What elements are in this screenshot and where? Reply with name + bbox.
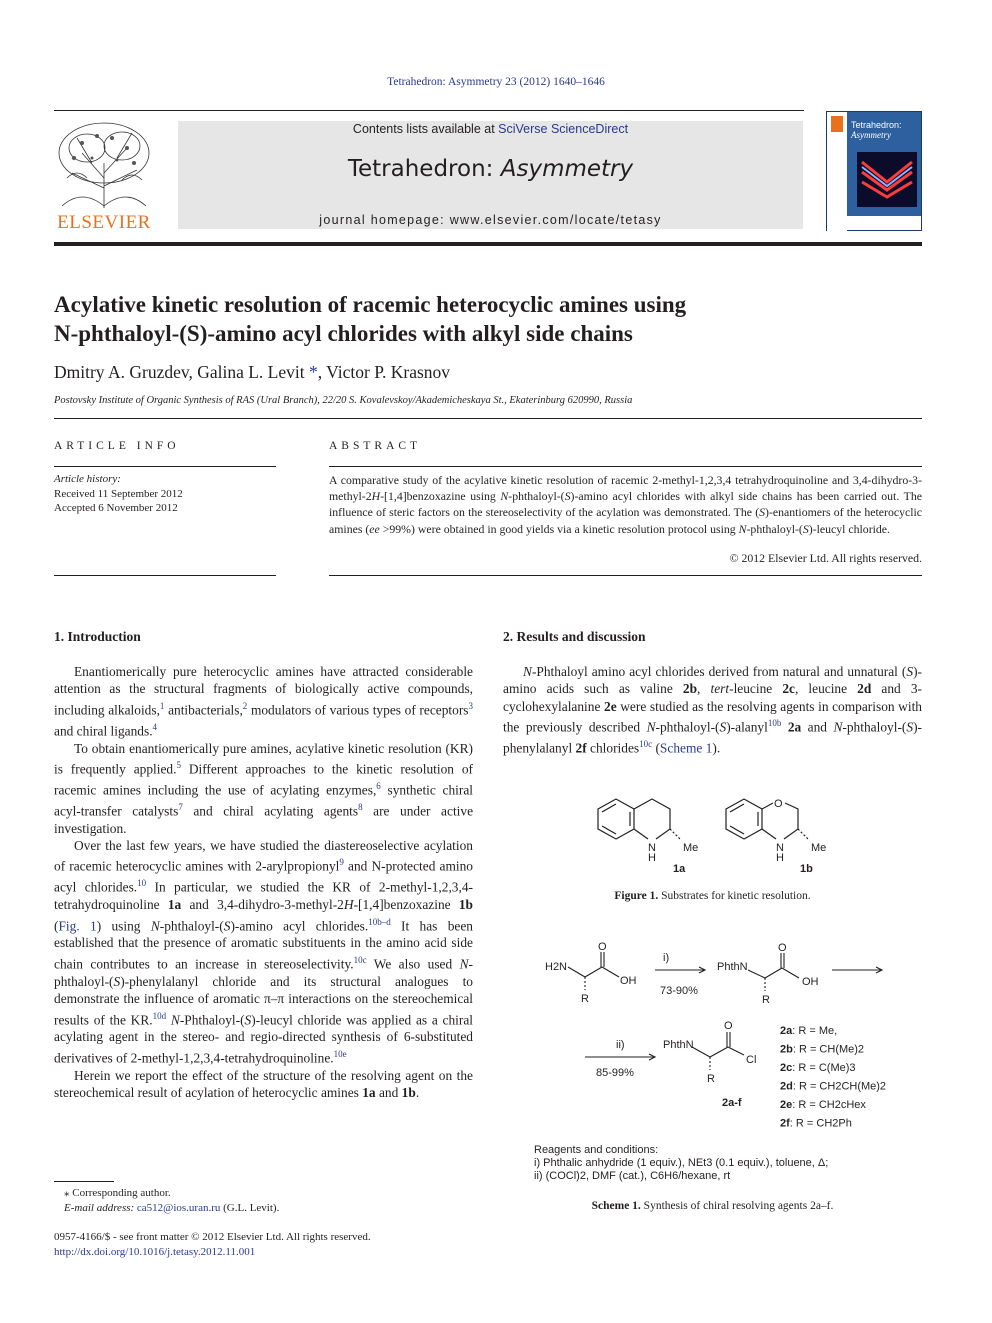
header-thick-rule [54,242,922,246]
contents-prefix: Contents lists available at [352,122,499,136]
journal-name-plain: Tetrahedron: [347,156,501,182]
affiliation-rule [54,418,922,419]
scheme-yield-1: 73-90% [660,985,698,997]
journal-homepage[interactable]: journal homepage: www.elsevier.com/locate/tetasy [319,213,662,227]
scheme-1-caption-text: Synthesis of chiral resolving agents 2a–f. [640,1200,834,1212]
abstract-copyright: © 2012 Elsevier Ltd. All rights reserved. [729,551,922,565]
fig1-n-1b: N [776,842,784,854]
title-line-2: N-phthaloyl-(S)-amino acyl chlorides with alkyl side chains [54,321,633,346]
scheme-yield-2: 85-99% [596,1067,634,1079]
scheme-oh-1: OH [620,975,637,987]
corresponding-author-mark[interactable]: * [308,362,318,382]
history-label: Article history: [54,473,121,485]
cover-subtitle: Asymmetry [851,130,891,140]
fig1-h-1a: H [648,852,656,864]
email-note [54,1201,473,1216]
authors-first: Dmitry A. Gruzdev, Galina L. Levit [54,362,305,382]
results-body [503,663,922,757]
scheme-o-1: O [598,941,607,953]
figure-1-caption [503,890,922,902]
scheme-oh-2: OH [802,976,819,988]
fig1-me-1a: Me [683,842,699,854]
reagents-title: Reagents and conditions: [534,1144,659,1156]
r-group-2e: 2e: R = CH2cHex [780,1099,866,1111]
abstract-heading: ABSTRACT [329,440,422,452]
intro-paragraph-3: Over the last few years, we have studied the diastereoselective acylation of racemic heterocyclic amines with 2-arylpropionyl$^9$ and N-protected amino acyl chlorides.$^{10}$ In particular, we studied the KR of 2-methyl-1,2,3,4-tetrahydroquinoline 1a and 3,4-dihydro-3-methyl-2H-[1,4]benzoxazine 1b (Fig. 1) using N-phthaloyl-(S)-amino acyl chlorides.$^{10b-d}$ It has been established that the presence of aromatic substituents in the amino acid side chain contributes to an increase in stereoselectivity.$^{10c}$ We also used N-phthaloyl-(S)-phenylalanyl chloride and its structural analogues to demonstrate the influence of aromatic π–π interactions on the stereochemical results of the KR.$^{10d}$ N-Phthaloyl-(S)-leucyl chloride was applied as a chiral acylating agent in the stereo- and regio-directed synthesis of 6-substituted derivatives of 2-methyl-1,2,3,4-tetrahydroquinoline.$^{10e}$ [54,838,474,1066]
elsevier-wordmark: ELSEVIER [57,212,151,233]
scheme-phthn-2: PhthN [663,1039,694,1051]
article-info-rule-bottom [54,575,276,576]
scheme-step-2: ii) [616,1039,625,1051]
affiliation: Postovsky Institute of Organic Synthesis of RAS (Ural Branch), 22/20 S. Kovalevskoy/Akademicheskaya St., Ekaterinburg 620990, Russia [54,395,633,406]
figure-1-caption-text: Substrates for kinetic resolution. [658,890,811,902]
r-group-2d: 2d: R = CH2CH(Me)2 [780,1080,887,1093]
article-info-heading: ARTICLE INFO [54,440,180,452]
header-rule [54,110,804,111]
introduction-body [54,663,473,1102]
fig1-me-1b: Me [811,842,827,854]
accepted-date: Accepted 6 November 2012 [54,502,178,514]
journal-name-italic: Asymmetry [500,156,634,182]
scheme-1-reaction [530,940,922,1130]
r-group-2b: 2b: R = CH(Me)2 [780,1043,865,1056]
contents-line [178,122,803,136]
scheme-cl: Cl [746,1054,757,1066]
email-label: E-mail address: [64,1201,137,1214]
reagents-conditions [534,1144,914,1183]
scheme-r-1: R [581,993,589,1005]
reagents-step-ii: ii) (COCl)2, DMF (cat.), C6H6/hexane, rt [534,1170,731,1182]
scheme-r-2: R [762,994,770,1006]
abstract-rule-bottom [329,575,922,576]
cover-art [857,152,917,207]
issn-line: 0957-4166/$ - see front matter © 2012 Elsevier Ltd. All rights reserved. [54,1231,371,1243]
results-paragraph-1: N-Phthaloyl amino acyl chlorides derived from natural and unnatural (S)-amino acids such as valine 2b, tert-leucine 2c, leucine 2d and 3-cyclohexylalanine 2e were studied as the resolving agents in comparison with the previously described N-phthaloyl-(S)-alanyl$^{10b}$ 2a and N-phthaloyl-(S)-phenylalanyl 2f chlorides$^{10c}$ (Scheme 1). [503,664,923,756]
r-group-2a: 2a: R = Me, [780,1025,838,1037]
authors-last: , Victor P. Krasnov [317,362,451,382]
fig1-h-1b: H [776,852,784,864]
scheme-o-3: O [724,1020,733,1032]
results-heading: 2. Results and discussion [503,629,646,644]
scheme-1-label: Scheme 1. [591,1200,641,1212]
r-group-2c: 2c: R = C(Me)3 [780,1062,856,1074]
intro-paragraph-4: Herein we report the effect of the structure of the resolving agent on the stereochemical result of acylation of heterocyclic amines 1a and 1b. [54,1067,473,1101]
fig1-label-1a: 1a [673,863,686,875]
email-link[interactable]: ca512@ios.uran.ru [136,1201,221,1214]
footnote-rule [54,1181,114,1182]
fig1-n-1a: N [648,842,656,854]
article-info-rule-top [54,466,276,467]
footnotes [54,1186,473,1215]
intro-paragraph-1: Enantiomerically pure heterocyclic amines have attracted considerable attention as the structural fragments of biologically active compounds, including alkaloids,$^1$ antibacterials,$^2$ modulators of various types of receptors$^3$ and chiral ligands.$^4$ [54,664,473,739]
journal-name [178,156,803,182]
received-date: Received 11 September 2012 [54,487,183,500]
scheme-o-2: O [778,942,787,954]
scheme-phthn-1: PhthN [717,961,748,973]
corresponding-author-note: ⁎ Corresponding author. [64,1187,171,1199]
scheme-r-3: R [707,1073,715,1085]
front-matter [54,1230,473,1259]
author-list [54,362,450,383]
doi-link[interactable]: http://dx.doi.org/10.1016/j.tetasy.2012.11.001 [54,1245,256,1258]
abstract-rule-top [329,466,922,467]
fig1-label-1b: 1b [800,863,813,875]
journal-cover [826,111,922,231]
fig1-o-1b: O [774,798,783,810]
intro-paragraph-2: To obtain enantiomerically pure amines, acylative kinetic resolution (KR) is frequently applied.$^5$ Different approaches to the kinetic resolution of racemic amines including the use of acylating enzymes,$^6$ synthetic chiral acyl-transfer catalysts$^7$ and chiral acylating agents$^8$ are under active investigation. [54,740,474,836]
introduction-heading: 1. Introduction [54,629,141,644]
sciencedirect-link[interactable]: SciVerse ScienceDirect [498,122,629,136]
journal-citation[interactable]: Tetrahedron: Asymmetry 23 (2012) 1640–1646 [387,76,605,88]
scheme-h2n: H2N [545,961,568,973]
reagents-step-i: i) Phthalic anhydride (1 equiv.), NEt3 (0.1 equiv.), toluene, Δ; [534,1157,829,1169]
article-title [54,290,934,348]
r-group-2f: 2f: R = CH2Ph [780,1117,852,1130]
scheme-1-caption [503,1200,922,1212]
scheme-product-label: 2a-f [722,1097,742,1109]
abstract-text: A comparative study of the acylative kinetic resolution of racemic 2-methyl-1,2,3,4 tetrahydroquinoline and 3,4-dihydro-3-methyl-2H-[1,4]benzoxazine using N-phthaloyl-(S)-amino acyl chlorides with alkyl side chains has been carried out. The influence of steric factors on the stereoselectivity of the acylation was demonstrated. The (S)-enantiomers of the heterocyclic amines (ee >99%) were obtained in good yields via a kinetic resolution protocol using N-phthaloyl-(S)-leucyl chloride. [329,473,923,536]
figure-1-structures [580,795,850,880]
title-line-1: Acylative kinetic resolution of racemic heterocyclic amines using [54,292,687,317]
article-history [54,472,276,516]
cover-title: Tetrahedron: [851,120,902,130]
figure-1-label: Figure 1. [614,890,659,902]
email-suffix: (G.L. Levit). [220,1201,280,1214]
scheme-step-1: i) [663,952,670,964]
